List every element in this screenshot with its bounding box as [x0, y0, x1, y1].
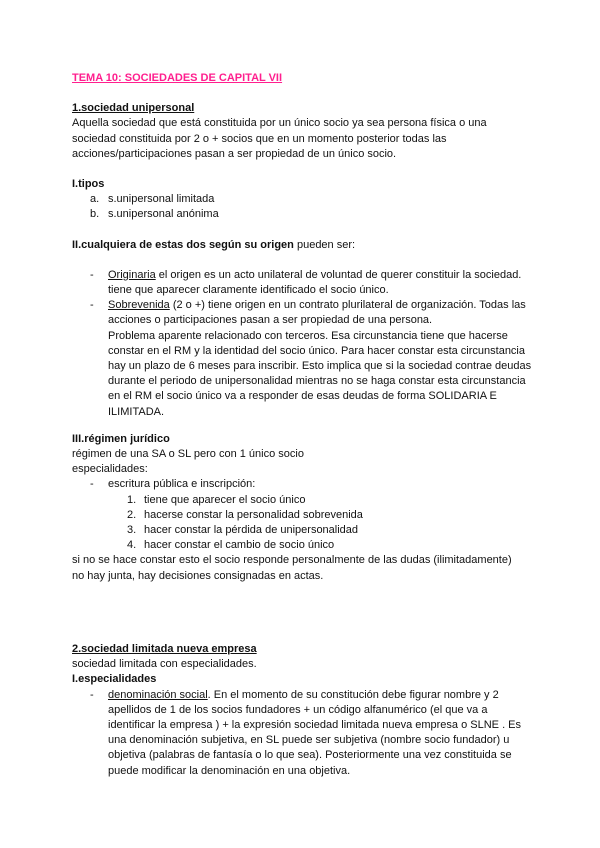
slne-line: sociedad limitada con especialidades.: [72, 658, 257, 671]
list-marker: -: [90, 299, 94, 312]
list-marker: 1.: [127, 493, 137, 506]
list-item: [72, 477, 532, 492]
term-sobrevenida: Sobrevenida: [108, 299, 170, 312]
regimen-heading: III.régimen jurídico: [72, 432, 170, 445]
list-marker: -: [90, 268, 94, 281]
list-marker: a.: [90, 193, 100, 206]
list-item-text: hacerse constar la personalidad sobrevenida: [144, 508, 363, 521]
list-item-text: hacer constar el cambio de socio único: [144, 539, 335, 552]
document-page: [72, 71, 532, 779]
list-marker: -: [90, 688, 94, 701]
tipos-list: [72, 192, 532, 222]
section-heading-unipersonal: 1.sociedad unipersonal: [72, 102, 195, 115]
list-item-text: el origen es un acto unilateral de voluntad de querer constituir la sociedad. tiene que aparecer claramente identificado el socio único.: [108, 268, 522, 297]
list-item-text: escritura pública e inscripción:: [108, 478, 256, 491]
list-marker: 4.: [127, 539, 137, 552]
regimen-line: régimen de una SA o SL pero con 1 único socio: [72, 448, 304, 461]
origen-list: [72, 268, 532, 420]
list-item-extra: Problema aparente relacionado con terceros. Esa circunstancia tiene que hacerse constar en el RM y la identidad del socio único. Para hacer constar esta circunstancia hay un plazo de 6 meses para inscribir. Esto implica que si la sociedad contrae deudas durante el periodo de unipersonalidad mientras no se haga constar esta circunstancia en el RM el socio único va a responder de esas deudas de forma SOLIDARIA E ILIMITADA.: [108, 329, 532, 418]
list-marker: 2.: [127, 508, 137, 521]
regimen-numbered-list: [72, 493, 532, 554]
list-item-text: (2 o +) tiene origen en un contrato plurilateral de organización. Todas las acciones o participaciones pasan a ser propiedad de una persona.: [108, 299, 526, 327]
list-item: [72, 523, 532, 538]
list-item-text: hacer constar la pérdida de unipersonalidad: [144, 524, 359, 537]
list-item-text: s.unipersonal limitada: [108, 193, 215, 206]
list-item-text: s.unipersonal anónima: [108, 208, 219, 221]
especialidades-list: [72, 688, 532, 779]
list-item-text: tiene que aparecer el socio único: [144, 493, 306, 506]
origen-heading-rest: pueden ser:: [293, 238, 356, 251]
list-item: [72, 192, 532, 207]
regimen-line: no hay junta, hay decisiones consignadas en actas.: [72, 569, 324, 582]
regimen-line: especialidades:: [72, 463, 148, 476]
section-body-unipersonal: Aquella sociedad que está constituida por un único socio ya sea persona física o una sociedad constituida por 2 o + socios que en un momento posterior todas las acciones/participaciones pasan a ser propiedad de un único socio.: [72, 117, 487, 160]
list-marker: 3.: [127, 524, 137, 537]
list-item: [72, 268, 532, 298]
origen-heading: [72, 238, 532, 253]
list-item: [72, 508, 532, 523]
tipos-heading: I.tipos: [72, 178, 105, 191]
document-title: TEMA 10: SOCIEDADES DE CAPITAL VII: [72, 72, 283, 84]
term-denominacion-social: denominación social: [108, 688, 208, 701]
list-item: [72, 688, 532, 779]
list-item-text: . En el momento de su constitución debe figurar nombre y 2 apellidos de 1 de los socios fundadores + un código alfanumérico (el que va a identificar la empresa ) + la expresión sociedad limitada nueva empresa o SLNE . Es una denominación subjetiva, en SL puede ser subjetiva (nombre socio fundador) u objetiva (palabras de fantasía o lo que sea). Posteriormente una vez constituida se puede modificar la denominación en una objetiva.: [108, 688, 522, 777]
regimen-dash-list: [72, 477, 532, 492]
especialidades-heading: I.especialidades: [72, 673, 157, 686]
list-marker: b.: [90, 208, 100, 221]
list-item: [72, 538, 532, 553]
list-item: [72, 207, 532, 222]
list-item: [72, 493, 532, 508]
origen-heading-bold: II.cualquiera de estas dos según su origen: [72, 238, 294, 251]
term-originaria: Originaria: [108, 268, 156, 281]
section-heading-slne: 2.sociedad limitada nueva empresa: [72, 642, 257, 655]
list-item: [72, 298, 532, 420]
regimen-line: si no se hace constar esto el socio responde personalmente de las dudas (ilimitadamente): [72, 554, 512, 567]
list-marker: -: [90, 478, 94, 491]
